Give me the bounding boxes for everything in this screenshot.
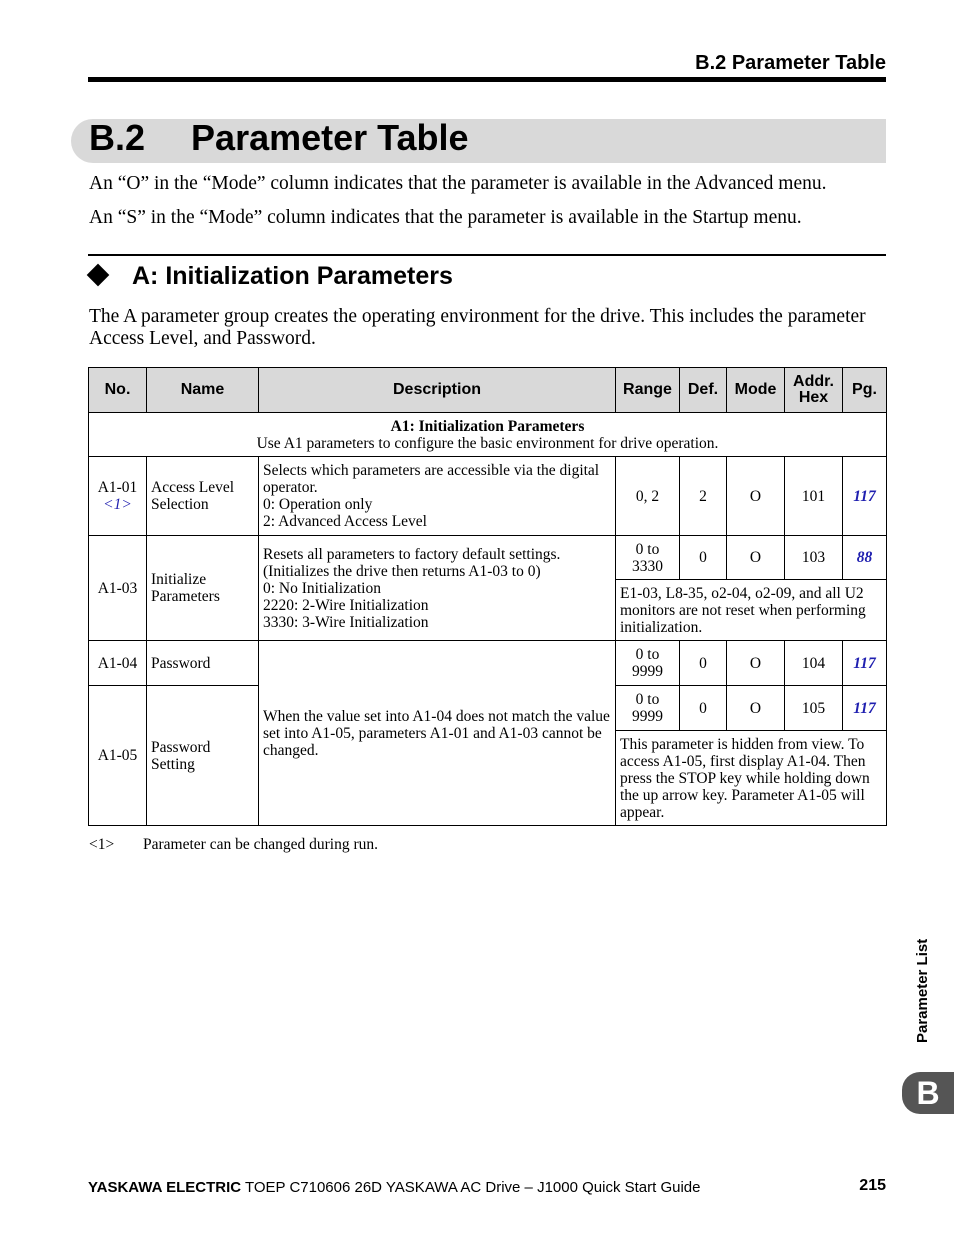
section-title-text: Parameter Table — [191, 117, 469, 158]
table-header-row — [89, 368, 887, 413]
col-header-description: Description — [259, 368, 616, 413]
param-range: 0 to 3330 — [616, 536, 680, 580]
subsection-rule — [88, 254, 886, 256]
intro-line-2: An “S” in the “Mode” column indicates that the parameter is available in the Startup menu. — [89, 207, 802, 228]
section-title — [89, 117, 469, 159]
page-link[interactable]: 117 — [843, 457, 887, 536]
header-rule — [88, 77, 886, 82]
param-desc-line: 3330: 3-Wire Initialization — [263, 613, 429, 631]
param-range: 0 to 9999 — [616, 686, 680, 731]
table-row — [89, 641, 887, 686]
param-range: 0, 2 — [616, 457, 680, 536]
side-tab-label: Parameter List — [914, 938, 931, 1043]
param-mode: O — [727, 457, 785, 536]
col-header-mode: Mode — [727, 368, 785, 413]
table-row — [89, 457, 887, 536]
page-link[interactable]: 117 — [843, 686, 887, 731]
param-default: 2 — [680, 457, 727, 536]
param-description-shared: When the value set into A1-04 does not match the value set into A1-05, parameters A1-01 and A1-03 cannot be changed. — [259, 641, 616, 826]
col-header-hex: Hex — [798, 389, 829, 406]
param-default: 0 — [680, 641, 727, 686]
param-default: 0 — [680, 686, 727, 731]
subsection-title: A: Initialization Parameters — [132, 262, 453, 290]
col-header-name: Name — [147, 368, 259, 413]
param-address: 104 — [785, 641, 843, 686]
footer-text: TOEP C710606 26D YASKAWA AC Drive – J1000 Quick Start Guide — [241, 1179, 701, 1196]
page-link[interactable]: 88 — [843, 536, 887, 580]
subsection-paragraph: The A parameter group creates the operating environment for the drive. This includes the parameter Access Level, and Password. — [89, 306, 866, 349]
group-row — [89, 413, 887, 457]
page-link[interactable]: 117 — [843, 641, 887, 686]
param-desc-line: Resets all parameters to factory default settings. (Initializes the drive then returns A1-03 to 0) — [263, 545, 561, 580]
diamond-icon — [87, 264, 110, 287]
param-desc-line: 0: Operation only — [263, 496, 373, 513]
param-desc-line: Selects which parameters are accessible via the digital operator. — [263, 462, 600, 496]
col-header-addr: Addr. — [793, 373, 834, 390]
param-mode: O — [727, 536, 785, 580]
param-address: 101 — [785, 457, 843, 536]
param-note: This parameter is hidden from view. To access A1-05, first display A1-04. Then press the STOP key while holding down the up arrow key. Parameter A1-05 will appear. — [616, 731, 887, 826]
param-range: 0 to 9999 — [616, 641, 680, 686]
col-header-pg: Pg. — [843, 368, 887, 413]
col-header-no: No. — [89, 368, 147, 413]
col-header-def: Def. — [680, 368, 727, 413]
parameter-table — [88, 367, 887, 826]
section-number: B.2 — [89, 117, 146, 158]
param-name: Access Level Selection — [147, 457, 259, 536]
param-name: Password — [147, 641, 259, 686]
param-name: Initialize Parameters — [147, 536, 259, 641]
col-header-addr-hex — [785, 368, 843, 413]
param-address: 105 — [785, 686, 843, 731]
col-header-range: Range — [616, 368, 680, 413]
param-mode: O — [727, 641, 785, 686]
param-name: Password Setting — [147, 686, 259, 826]
param-desc-line: 2220: 2-Wire Initialization — [263, 596, 429, 614]
footer — [88, 1179, 700, 1196]
intro-line-1: An “O” in the “Mode” column indicates that the parameter is available in the Advanced menu. — [89, 173, 827, 194]
running-header: B.2 Parameter Table — [695, 52, 886, 74]
chapter-tab[interactable]: B — [902, 1072, 954, 1114]
param-address: 103 — [785, 536, 843, 580]
param-number: A1-05 — [89, 686, 147, 826]
param-default: 0 — [680, 536, 727, 580]
footer-brand: YASKAWA ELECTRIC — [88, 1179, 242, 1196]
group-title: A1: Initialization Parameters — [390, 417, 585, 435]
footnote-link[interactable]: <1> — [103, 496, 132, 513]
param-number: A1-03 — [89, 536, 147, 641]
param-note: E1-03, L8-35, o2-04, o2-09, and all U2 monitors are not reset when performing initialization. — [616, 580, 887, 641]
param-desc-line: 2: Advanced Access Level — [263, 513, 427, 530]
footnote-marker: <1> — [89, 836, 115, 853]
page-number: 215 — [859, 1177, 886, 1194]
param-number: A1-01 — [97, 479, 138, 496]
group-description: Use A1 parameters to configure the basic environment for drive operation. — [256, 434, 719, 452]
param-number: A1-04 — [89, 641, 147, 686]
footnote-text: Parameter can be changed during run. — [143, 836, 378, 853]
table-row — [89, 536, 887, 580]
param-desc-line: 0: No Initialization — [263, 579, 381, 597]
param-mode: O — [727, 686, 785, 731]
